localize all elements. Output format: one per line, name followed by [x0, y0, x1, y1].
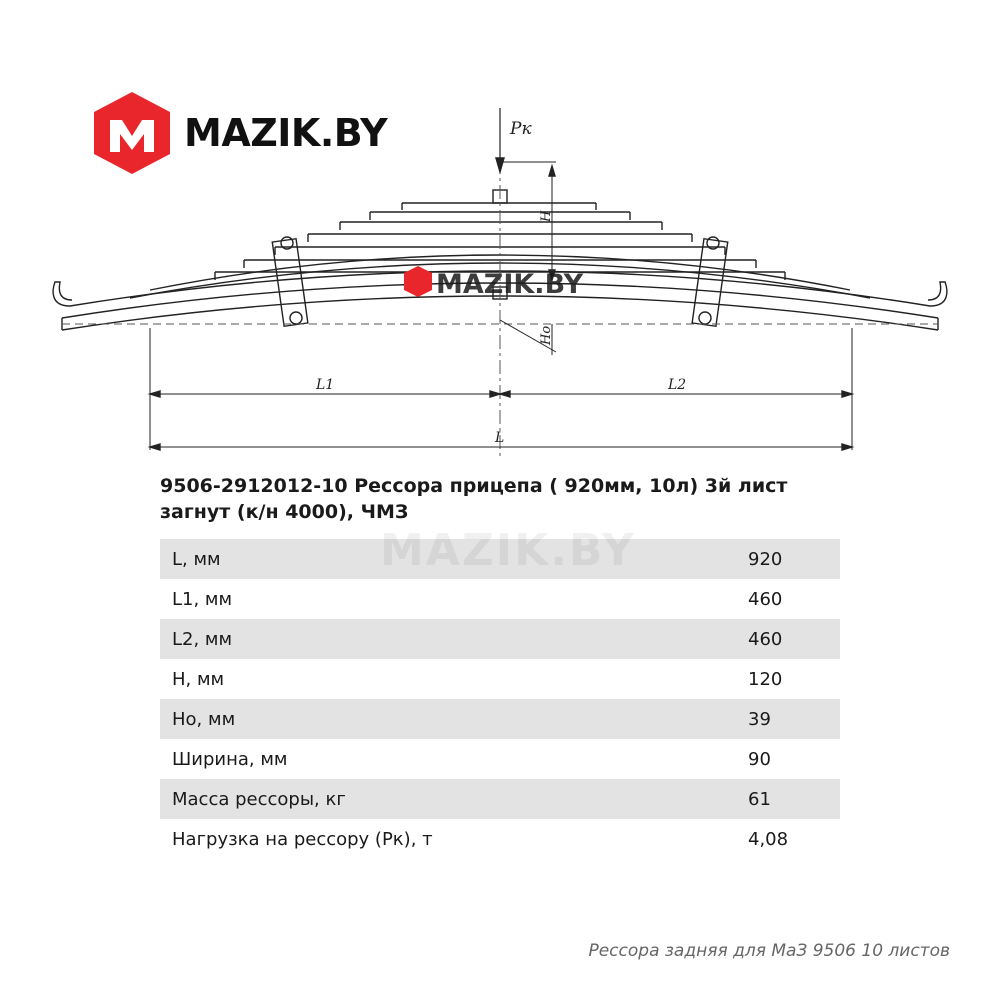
spec-label: Ширина, мм	[172, 748, 288, 770]
drawing-watermark-text: MAZIK.BY	[436, 269, 584, 300]
l1-label: L1	[316, 377, 335, 393]
spring-drawing	[0, 100, 1000, 460]
spec-label: Нагрузка на рессору (Pк), т	[172, 828, 433, 850]
spec-value: 90	[748, 748, 771, 770]
spec-row	[160, 819, 840, 859]
spec-row	[160, 779, 840, 819]
spec-row	[160, 739, 840, 779]
height0-label: Ho	[539, 325, 554, 345]
product-title: 9506-2912012-10 Рессора прицепа ( 920мм, 10л) 3й лист загнут (к/н 4000), ЧМЗ	[160, 475, 788, 523]
spec-row	[160, 539, 840, 579]
spec-row	[160, 659, 840, 699]
spec-row	[160, 619, 840, 659]
spec-value: 120	[748, 668, 783, 690]
spec-row	[160, 699, 840, 739]
spec-value: 920	[748, 539, 840, 579]
specs-table	[160, 539, 840, 859]
height-label: H	[539, 210, 554, 222]
drawing-watermark	[404, 266, 584, 300]
spec-label: L, мм	[160, 539, 748, 579]
brand-name: MAZIK.BY	[184, 111, 388, 155]
l-label: L	[495, 430, 505, 446]
spec-value: 4,08	[748, 828, 789, 850]
image-caption: Рессора задняя для МаЗ 9506 10 листов	[588, 941, 950, 961]
spec-label: L1, мм	[172, 588, 233, 610]
l2-label: L2	[668, 377, 687, 393]
spec-value: 460	[748, 588, 783, 610]
spec-value: 460	[748, 619, 840, 659]
spec-label: L2, мм	[160, 619, 748, 659]
right-clamp	[692, 237, 728, 326]
spec-label: Масса рессоры, кг	[160, 779, 748, 819]
left-clamp	[272, 237, 308, 326]
load-label: Pк	[510, 119, 532, 139]
spec-value: 39	[748, 699, 840, 739]
spec-label: H, мм	[172, 668, 225, 690]
spec-value: 61	[748, 779, 840, 819]
spec-row	[160, 579, 840, 619]
spec-label: Ho, мм	[160, 699, 748, 739]
